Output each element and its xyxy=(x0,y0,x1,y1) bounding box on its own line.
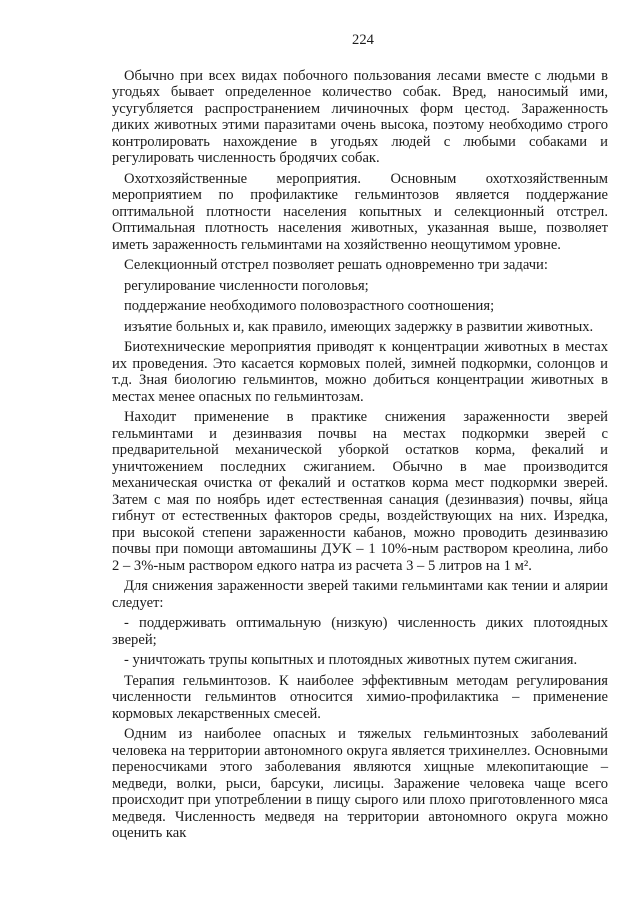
paragraph-therapy: Терапия гельминтозов. К наиболее эффективным методам регулирования численности гельминтов относится химио-профилактика – применение кормовых лекарственных смесей. xyxy=(112,672,608,722)
list-item-carcass-burning: - уничтожать трупы копытных и плотоядных животных путем сжигания. xyxy=(124,652,578,668)
list-item-removal-sick: изъятие больных и, как правило, имеющих задержку в развитии животных. xyxy=(124,318,594,335)
paragraph-hunting-measures: Охотхозяйственные мероприятия. Основным охотхозяйственным мероприятием по профилактике гельминтозов является поддержание оптимальной плотности населения копытных и селекционный отстрел. Оптимальная плотность населения животных, указанная выше, позволяет иметь зараженность гельминтами на хозяйственно неощутимом уровне. xyxy=(112,170,608,253)
list-item-carnivore-density: - поддерживать оптимальную (низкую) численность диких плотоядных зверей; xyxy=(112,615,608,648)
paragraph-trichinellosis: Одним из наиболее опасных и тяжелых гельминтозных заболеваний человека на территории автономного округа является трихинеллез. Основными переносчиками этого заболевания являются хищные млекопитающие – медведи, волки, рыси, барсуки, лисицы. Заражение человека чаще всего происходит при употреблении в пищу сырого или плохо приготовленного мяса медведя. Численность медведя на территории автономного округа можно оценить как xyxy=(112,726,608,841)
paragraph-dogs: Обычно при всех видах побочного пользования лесами вместе с людьми в угодьях бывает определенное количество собак. Вред, наносимый ими, усугубляется распространением личиночных форм цестод. Зараженность диких животных этими паразитами очень высока, поэтому необходимо строго контролировать нахождение в угодьях людей с любыми собаками и регулировать численность бродячих собак. xyxy=(112,67,608,166)
paragraph-disinvasion: Находит применение в практике снижения зараженности зверей гельминтами и дезинвазия почвы на местах подкормки зверей с предварительной механической уборкой остатков корма, фекалий и уничтожением последних сжиганием. Обычно в мае производится механическая очистка от фекалий и остатков корма мест подкормки зверей. Затем с мая по ноябрь идет естественная санация (дезинвазия) почвы, яйца гибнут от естественных факторов среды, воздействующих на них. Изредка, при высокой степени зараженности кабанов, можно проводить дезинвазию почвы при помощи автомашины ДУК – 1 10%-ным раствором креолина, либо 2 – 3%-ным раствором едкого натра из расчета 3 – 5 литров на 1 м². xyxy=(112,409,608,574)
paragraph-selective-culling: Селекционный отстрел позволяет решать одновременно три задачи: xyxy=(124,257,548,273)
paragraph-biotechnical: Биотехнические мероприятия приводят к концентрации животных в местах их проведения. Это касается кормовых полей, зимней подкормки, солонцов и т.д. Зная биологию гельминтов, можно добиться концентрации животных в местах менее опасных по гельминтозам. xyxy=(112,339,608,405)
paragraph-taenia-alaria: Для снижения зараженности зверей такими гельминтами как тении и алярии следует: xyxy=(112,578,608,611)
list-item-population-regulation: регулирование численности поголовья; xyxy=(124,277,369,294)
page-number: 224 xyxy=(352,32,374,48)
list-item-sex-age-ratio: поддержание необходимого половозрастного соотношения; xyxy=(124,298,495,314)
